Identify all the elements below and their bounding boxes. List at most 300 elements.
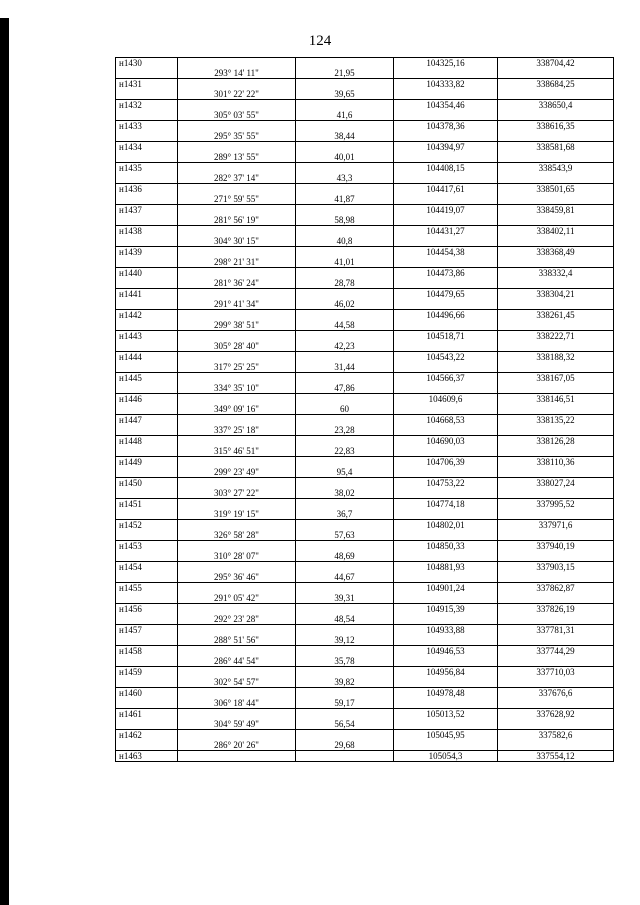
y-coordinate: 337940,19 (498, 541, 614, 552)
y-coordinate: 338543,9 (498, 163, 614, 174)
point-id: н1441 (116, 289, 178, 300)
y-coordinate (498, 635, 614, 646)
segment-length: 56,54 (296, 719, 394, 730)
angle-cell (178, 415, 296, 426)
y-coordinate: 337971,6 (498, 520, 614, 531)
point-row (116, 163, 614, 174)
x-coordinate: 104774,18 (394, 499, 498, 510)
y-coordinate: 337781,31 (498, 625, 614, 636)
x-coordinate (394, 215, 498, 226)
x-coordinate: 105045,95 (394, 730, 498, 741)
length-cell (296, 247, 394, 258)
y-coordinate: 338135,22 (498, 415, 614, 426)
y-coordinate (498, 383, 614, 394)
x-coordinate: 104956,84 (394, 667, 498, 678)
y-coordinate (498, 551, 614, 562)
point-row (116, 751, 614, 762)
y-coordinate: 338110,36 (498, 457, 614, 468)
segment-row (116, 467, 614, 478)
x-coordinate: 104802,01 (394, 520, 498, 531)
segment-length: 39,31 (296, 593, 394, 604)
length-cell (296, 331, 394, 342)
direction-angle: 304° 59' 49" (178, 719, 296, 730)
length-cell (296, 499, 394, 510)
x-coordinate: 104431,27 (394, 226, 498, 237)
length-cell (296, 478, 394, 489)
segment-length: 38,02 (296, 488, 394, 499)
length-cell (296, 289, 394, 300)
y-coordinate (498, 341, 614, 352)
angle-cell (178, 646, 296, 657)
x-coordinate (394, 236, 498, 247)
point-row (116, 121, 614, 132)
x-coordinate (394, 530, 498, 541)
x-coordinate: 104915,39 (394, 604, 498, 615)
y-coordinate (498, 530, 614, 541)
y-coordinate (498, 278, 614, 289)
direction-angle: 337° 25' 18" (178, 425, 296, 436)
segment-row (116, 551, 614, 562)
point-id (116, 656, 178, 667)
x-coordinate: 104479,65 (394, 289, 498, 300)
segment-row (116, 719, 614, 730)
angle-cell (178, 226, 296, 237)
direction-angle: 281° 36' 24" (178, 278, 296, 289)
point-id: н1461 (116, 709, 178, 720)
point-id: н1451 (116, 499, 178, 510)
segment-row (116, 236, 614, 247)
direction-angle: 286° 20' 26" (178, 740, 296, 751)
point-id (116, 131, 178, 142)
y-coordinate (498, 89, 614, 100)
length-cell (296, 604, 394, 615)
x-coordinate (394, 425, 498, 436)
point-id (116, 236, 178, 247)
angle-cell (178, 730, 296, 741)
x-coordinate: 104543,22 (394, 352, 498, 363)
segment-length: 43,3 (296, 173, 394, 184)
x-coordinate: 104394,97 (394, 142, 498, 153)
point-row (116, 310, 614, 321)
angle-cell (178, 688, 296, 699)
x-coordinate (394, 110, 498, 121)
length-cell (296, 415, 394, 426)
y-coordinate (498, 425, 614, 436)
length-cell (296, 268, 394, 279)
angle-cell (178, 268, 296, 279)
x-coordinate (394, 635, 498, 646)
x-coordinate (394, 572, 498, 583)
point-row (116, 478, 614, 489)
length-cell (296, 373, 394, 384)
y-coordinate: 338304,21 (498, 289, 614, 300)
angle-cell (178, 247, 296, 258)
direction-angle: 288° 51' 56" (178, 635, 296, 646)
segment-row (116, 509, 614, 520)
direction-angle: 293° 14' 11" (178, 68, 296, 79)
segment-row (116, 341, 614, 352)
x-coordinate (394, 509, 498, 520)
direction-angle: 315° 46' 51" (178, 446, 296, 457)
segment-length: 95,4 (296, 467, 394, 478)
point-row (116, 394, 614, 405)
x-coordinate: 104408,15 (394, 163, 498, 174)
y-coordinate (498, 677, 614, 688)
angle-cell (178, 205, 296, 216)
point-id: н1442 (116, 310, 178, 321)
y-coordinate (498, 215, 614, 226)
point-id (116, 68, 178, 79)
y-coordinate: 337554,12 (498, 751, 614, 762)
angle-cell (178, 583, 296, 594)
binding-edge (0, 18, 9, 905)
point-id (116, 488, 178, 499)
y-coordinate (498, 173, 614, 184)
x-coordinate: 105013,52 (394, 709, 498, 720)
point-id (116, 194, 178, 205)
x-coordinate: 104690,03 (394, 436, 498, 447)
point-row (116, 562, 614, 573)
direction-angle: 304° 30' 15" (178, 236, 296, 247)
segment-length: 35,78 (296, 656, 394, 667)
x-coordinate (394, 68, 498, 79)
y-coordinate (498, 152, 614, 163)
segment-length: 47,86 (296, 383, 394, 394)
y-coordinate (498, 404, 614, 415)
point-row (116, 520, 614, 531)
point-id: н1445 (116, 373, 178, 384)
direction-angle: 292° 23' 28" (178, 614, 296, 625)
length-cell (296, 709, 394, 720)
point-id: н1447 (116, 415, 178, 426)
direction-angle: 305° 28' 40" (178, 341, 296, 352)
y-coordinate: 337903,15 (498, 562, 614, 573)
segment-length: 38,44 (296, 131, 394, 142)
point-id (116, 530, 178, 541)
angle-cell (178, 499, 296, 510)
point-id (116, 257, 178, 268)
y-coordinate: 338616,35 (498, 121, 614, 132)
point-row (116, 583, 614, 594)
length-cell (296, 310, 394, 321)
angle-cell (178, 184, 296, 195)
segment-row (116, 299, 614, 310)
direction-angle: 299° 23' 49" (178, 467, 296, 478)
point-id: н1443 (116, 331, 178, 342)
segment-row (116, 593, 614, 604)
x-coordinate: 104933,88 (394, 625, 498, 636)
point-id (116, 320, 178, 331)
y-coordinate: 337676,6 (498, 688, 614, 699)
y-coordinate: 338581,68 (498, 142, 614, 153)
point-id: н1459 (116, 667, 178, 678)
point-row (116, 268, 614, 279)
x-coordinate: 104417,61 (394, 184, 498, 195)
point-id (116, 299, 178, 310)
direction-angle: 319° 19' 15" (178, 509, 296, 520)
point-row (116, 58, 614, 69)
segment-row (116, 698, 614, 709)
x-coordinate: 104333,82 (394, 79, 498, 90)
direction-angle: 271° 59' 55" (178, 194, 296, 205)
point-id: н1455 (116, 583, 178, 594)
point-id (116, 551, 178, 562)
angle-cell (178, 373, 296, 384)
angle-cell (178, 457, 296, 468)
direction-angle: 286° 44' 54" (178, 656, 296, 667)
angle-cell (178, 436, 296, 447)
segment-row (116, 383, 614, 394)
x-coordinate (394, 131, 498, 142)
point-id: н1444 (116, 352, 178, 363)
point-id (116, 278, 178, 289)
x-coordinate (394, 383, 498, 394)
point-id: н1446 (116, 394, 178, 405)
y-coordinate: 338126,28 (498, 436, 614, 447)
y-coordinate: 338368,49 (498, 247, 614, 258)
point-id: н1431 (116, 79, 178, 90)
point-id (116, 362, 178, 373)
x-coordinate (394, 341, 498, 352)
angle-cell (178, 289, 296, 300)
direction-angle: 317° 25' 25" (178, 362, 296, 373)
point-row (116, 247, 614, 258)
segment-length: 48,54 (296, 614, 394, 625)
angle-cell (178, 121, 296, 132)
angle-cell (178, 331, 296, 342)
x-coordinate: 104473,86 (394, 268, 498, 279)
point-id: н1439 (116, 247, 178, 258)
point-row (116, 688, 614, 699)
y-coordinate: 338332,4 (498, 268, 614, 279)
angle-cell (178, 604, 296, 615)
direction-angle: 299° 38' 51" (178, 320, 296, 331)
angle-cell (178, 709, 296, 720)
y-coordinate (498, 299, 614, 310)
x-coordinate: 105054,3 (394, 751, 498, 762)
segment-row (116, 68, 614, 79)
segment-length: 40,01 (296, 152, 394, 163)
segment-length: 40,8 (296, 236, 394, 247)
direction-angle: 281° 56' 19" (178, 215, 296, 226)
y-coordinate: 338402,11 (498, 226, 614, 237)
segment-row (116, 677, 614, 688)
segment-length: 39,12 (296, 635, 394, 646)
segment-row (116, 635, 614, 646)
segment-length: 41,6 (296, 110, 394, 121)
point-id (116, 593, 178, 604)
length-cell (296, 79, 394, 90)
length-cell (296, 730, 394, 741)
y-coordinate (498, 362, 614, 373)
y-coordinate (498, 698, 614, 709)
segment-length: 57,63 (296, 530, 394, 541)
x-coordinate: 104354,46 (394, 100, 498, 111)
length-cell (296, 562, 394, 573)
y-coordinate (498, 593, 614, 604)
point-id (116, 173, 178, 184)
angle-cell (178, 751, 296, 762)
direction-angle: 289° 13' 55" (178, 152, 296, 163)
segment-row (116, 152, 614, 163)
y-coordinate: 338261,45 (498, 310, 614, 321)
segment-length: 21,95 (296, 68, 394, 79)
point-id (116, 383, 178, 394)
segment-row (116, 257, 614, 268)
length-cell (296, 646, 394, 657)
point-id (116, 215, 178, 226)
x-coordinate (394, 362, 498, 373)
x-coordinate (394, 677, 498, 688)
y-coordinate: 338501,65 (498, 184, 614, 195)
x-coordinate: 104881,93 (394, 562, 498, 573)
angle-cell (178, 58, 296, 69)
segment-length: 39,65 (296, 89, 394, 100)
direction-angle: 302° 54' 57" (178, 677, 296, 688)
y-coordinate: 338704,42 (498, 58, 614, 69)
x-coordinate: 104901,24 (394, 583, 498, 594)
direction-angle: 326° 58' 28" (178, 530, 296, 541)
direction-angle: 295° 35' 55" (178, 131, 296, 142)
point-row (116, 499, 614, 510)
length-cell (296, 226, 394, 237)
segment-length: 39,82 (296, 677, 394, 688)
segment-row (116, 278, 614, 289)
y-coordinate (498, 467, 614, 478)
angle-cell (178, 163, 296, 174)
length-cell (296, 142, 394, 153)
x-coordinate (394, 593, 498, 604)
segment-length: 44,58 (296, 320, 394, 331)
point-id: н1437 (116, 205, 178, 216)
point-id (116, 572, 178, 583)
segment-length: 42,23 (296, 341, 394, 352)
y-coordinate: 337582,6 (498, 730, 614, 741)
x-coordinate: 104609,6 (394, 394, 498, 405)
point-id: н1433 (116, 121, 178, 132)
angle-cell (178, 520, 296, 531)
point-id (116, 698, 178, 709)
y-coordinate: 338027,24 (498, 478, 614, 489)
y-coordinate (498, 509, 614, 520)
x-coordinate (394, 404, 498, 415)
length-cell (296, 583, 394, 594)
segment-length: 46,02 (296, 299, 394, 310)
y-coordinate: 338459,81 (498, 205, 614, 216)
y-coordinate (498, 572, 614, 583)
point-row (116, 226, 614, 237)
point-id: н1454 (116, 562, 178, 573)
y-coordinate: 337862,87 (498, 583, 614, 594)
y-coordinate: 337826,19 (498, 604, 614, 615)
length-cell (296, 541, 394, 552)
angle-cell (178, 667, 296, 678)
y-coordinate (498, 131, 614, 142)
segment-length: 22,83 (296, 446, 394, 457)
direction-angle: 303° 27' 22" (178, 488, 296, 499)
segment-length: 44,67 (296, 572, 394, 583)
segment-length: 41,87 (296, 194, 394, 205)
y-coordinate (498, 446, 614, 457)
direction-angle: 291° 41' 34" (178, 299, 296, 310)
x-coordinate: 104496,66 (394, 310, 498, 321)
segment-row (116, 173, 614, 184)
point-row (116, 604, 614, 615)
x-coordinate (394, 614, 498, 625)
point-id: н1452 (116, 520, 178, 531)
point-id: н1449 (116, 457, 178, 468)
x-coordinate: 104706,39 (394, 457, 498, 468)
direction-angle: 349° 09' 16" (178, 404, 296, 415)
segment-row (116, 446, 614, 457)
point-id: н1434 (116, 142, 178, 153)
y-coordinate (498, 257, 614, 268)
y-coordinate (498, 614, 614, 625)
point-row (116, 142, 614, 153)
x-coordinate: 104419,07 (394, 205, 498, 216)
x-coordinate: 104454,38 (394, 247, 498, 258)
direction-angle: 298° 21' 31" (178, 257, 296, 268)
point-row (116, 730, 614, 741)
x-coordinate (394, 278, 498, 289)
direction-angle: 301° 22' 22" (178, 89, 296, 100)
y-coordinate: 337710,03 (498, 667, 614, 678)
length-cell (296, 352, 394, 363)
point-row (116, 625, 614, 636)
angle-cell (178, 541, 296, 552)
segment-length: 29,68 (296, 740, 394, 751)
point-row (116, 331, 614, 342)
point-row (116, 184, 614, 195)
y-coordinate (498, 194, 614, 205)
direction-angle: 282° 37' 14" (178, 173, 296, 184)
x-coordinate (394, 194, 498, 205)
y-coordinate (498, 236, 614, 247)
point-id: н1438 (116, 226, 178, 237)
x-coordinate (394, 467, 498, 478)
direction-angle: 291° 05' 42" (178, 593, 296, 604)
x-coordinate (394, 320, 498, 331)
length-cell (296, 436, 394, 447)
x-coordinate: 104753,22 (394, 478, 498, 489)
length-cell (296, 625, 394, 636)
point-id: н1440 (116, 268, 178, 279)
x-coordinate: 104566,37 (394, 373, 498, 384)
length-cell (296, 688, 394, 699)
segment-row (116, 425, 614, 436)
segment-row (116, 530, 614, 541)
segment-length: 59,17 (296, 698, 394, 709)
y-coordinate: 337995,52 (498, 499, 614, 510)
point-row (116, 646, 614, 657)
x-coordinate (394, 656, 498, 667)
point-id (116, 509, 178, 520)
x-coordinate: 104978,48 (394, 688, 498, 699)
point-id (116, 89, 178, 100)
segment-row (116, 362, 614, 373)
segment-row (116, 572, 614, 583)
segment-length: 28,78 (296, 278, 394, 289)
y-coordinate: 338650,4 (498, 100, 614, 111)
point-id (116, 614, 178, 625)
point-id: н1430 (116, 58, 178, 69)
x-coordinate (394, 173, 498, 184)
point-row (116, 352, 614, 363)
point-id: н1456 (116, 604, 178, 615)
point-id: н1460 (116, 688, 178, 699)
page-number: 124 (308, 33, 332, 49)
x-coordinate: 104850,33 (394, 541, 498, 552)
